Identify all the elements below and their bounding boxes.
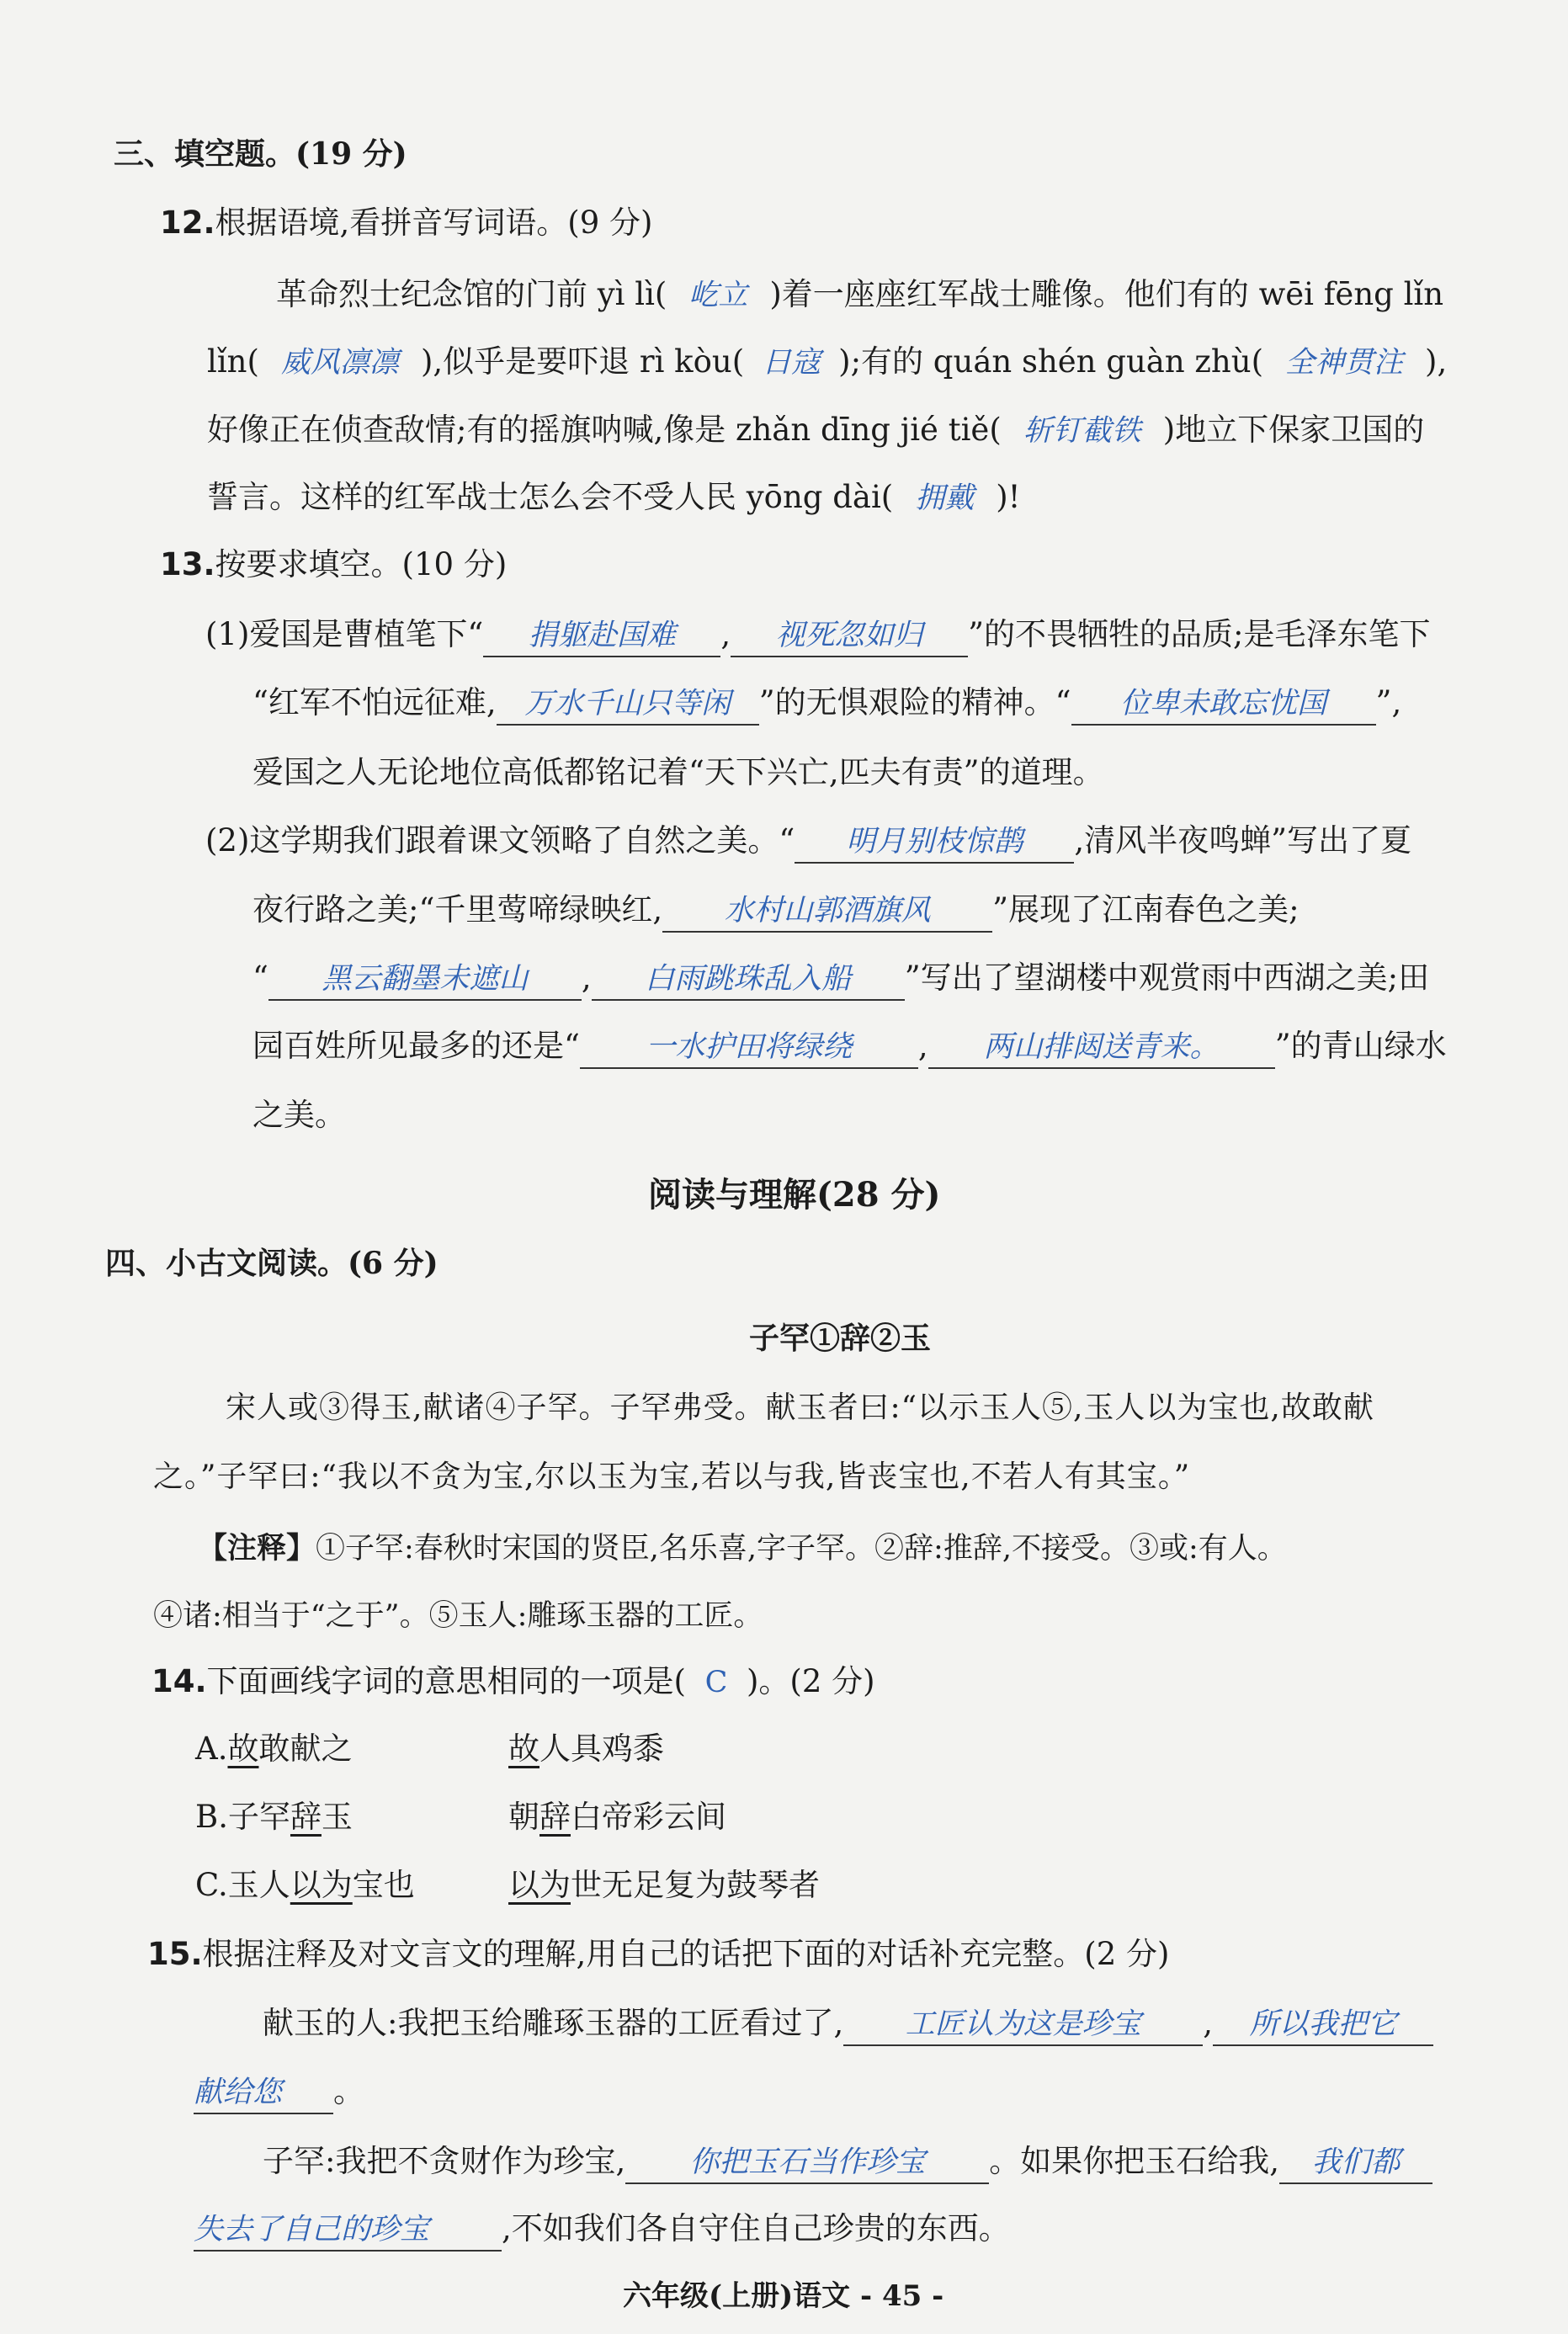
q13-line-8: 之美。 — [252, 1097, 346, 1133]
text: 。如果你把玉石给我, — [989, 2143, 1279, 2179]
q12-number: 12. — [160, 205, 215, 241]
text: C.玉人 — [195, 1867, 290, 1903]
answer-5: 我们都 — [1279, 2142, 1432, 2184]
text: “红军不怕远征难, — [252, 684, 497, 720]
q13-stem — [160, 541, 507, 588]
text: )着一座座红军战士雕像。他们有的 wēi fēng lǐn — [769, 276, 1444, 312]
text: A. — [195, 1731, 228, 1767]
q14-option-b-right — [508, 1794, 726, 1841]
q14-option-a-right — [508, 1725, 664, 1773]
answer-2: 威风凛凛 — [280, 346, 399, 380]
answer-3: 献给您 — [194, 2072, 333, 2114]
text: )! — [996, 479, 1021, 515]
answer-5: 明月别枝惊鹊 — [795, 821, 1074, 864]
notes-line-2: ④诸:相当于“之于”。⑤玉人:雕琢玉器的工匠。 — [153, 1599, 763, 1633]
q15-line-1 — [263, 2000, 1433, 2047]
text: 献玉的人:我把玉给雕琢玉器的工匠看过了, — [263, 2005, 844, 2041]
answer-4: 位卑未敢忘忧国 — [1071, 683, 1376, 726]
answer-9: 一水护田将绿绕 — [580, 1027, 918, 1069]
answer-10: 两山排闼送青来。 — [928, 1027, 1275, 1069]
text: ), — [1425, 343, 1448, 380]
answer-6: 水村山郭酒旗风 — [662, 891, 992, 933]
text: lǐn( — [207, 343, 259, 380]
q12-line-3 — [207, 407, 1424, 454]
text: 夜行路之美;“千里莺啼绿映红, — [252, 891, 663, 928]
underlined-word: 故 — [508, 1731, 539, 1767]
text: ),似乎是要吓退 rì kòu( — [420, 343, 745, 380]
poem-title: 子罕①辞②玉 — [749, 1321, 932, 1356]
text: 革命烈士纪念馆的门前 yì lì( — [276, 276, 667, 312]
text: 宝也 — [352, 1867, 415, 1903]
text: (1)爱国是曹植笔下“ — [205, 616, 484, 652]
text: ”的青山绿水 — [1274, 1028, 1447, 1064]
text: B.子罕 — [195, 1799, 290, 1835]
text: “ — [252, 960, 268, 996]
answer-7: 黑云翻墨未遮山 — [268, 959, 582, 1001]
q12-stem — [160, 199, 652, 247]
answer-3: 日寇 — [762, 346, 821, 380]
underlined-word: 故 — [227, 1731, 259, 1767]
q15-stem — [147, 1931, 1169, 1978]
text: 玉 — [321, 1799, 353, 1835]
text: ”展现了江南春色之美; — [992, 891, 1300, 928]
answer-1: 屹立 — [688, 279, 748, 312]
q13-number: 13. — [160, 546, 215, 582]
q15-line-3 — [263, 2138, 1432, 2185]
text: ,清风半夜鸣蝉”写出了夏 — [1074, 822, 1412, 859]
q12-line-1 — [276, 271, 1443, 318]
q14-stem — [151, 1658, 875, 1705]
note-text: ①子罕:春秋时宋国的贤臣,名乐喜,字子罕。②辞:推辞,不接受。③或:有人。 — [316, 1532, 1287, 1566]
q14-option-c-right — [508, 1862, 820, 1909]
q13-line-6 — [252, 954, 1429, 1002]
q13-line-4 — [205, 817, 1411, 864]
q13-stem-text: 按要求填空。(10 分) — [215, 546, 508, 582]
q13-line-5 — [252, 886, 1300, 933]
text: )地立下保家卫国的 — [1162, 412, 1425, 448]
q15-line-4 — [194, 2205, 1010, 2252]
notes-line-1 — [198, 1525, 1287, 1572]
q14-answer: C — [704, 1666, 728, 1699]
classical-text-line-2: 之。”子罕曰:“我以不贪为宝,尔以玉为宝,若以与我,皆丧宝也,不若人有其宝。” — [153, 1459, 1191, 1494]
answer-2: 所以我把它 — [1213, 2004, 1433, 2046]
note-label: 【注释】 — [198, 1531, 316, 1566]
underlined-word: 以为 — [290, 1867, 353, 1903]
classical-text-line-1: 宋人或③得玉,献诸④子罕。子罕弗受。献玉者曰:“以示玉人⑤,玉人以为宝也,故敢献 — [226, 1390, 1374, 1425]
text: , — [1203, 2005, 1213, 2041]
q13-line-1 — [205, 611, 1430, 658]
answer-6: 失去了自己的珍宝 — [194, 2209, 502, 2252]
text: 子罕:我把不贪财作为珍宝, — [263, 2143, 626, 2179]
text: );有的 quán shén guàn zhù( — [838, 343, 1264, 380]
text: , — [917, 1028, 928, 1064]
q15-number: 15. — [147, 1936, 203, 1972]
text: 好像正在侦查敌情;有的摇旗呐喊,像是 zhǎn dīng jié tiě( — [207, 412, 1002, 448]
text: , — [720, 616, 731, 652]
text: , — [581, 960, 592, 996]
text: ,不如我们各自守住自己珍贵的东西。 — [502, 2210, 1010, 2246]
reading-title: 阅读与理解(28 分) — [648, 1175, 941, 1215]
q13-line-2 — [252, 679, 1401, 726]
answer-3: 万水千山只等闲 — [497, 683, 759, 726]
q12-stem-text: 根据语境,看拼音写词语。(9 分) — [215, 205, 653, 241]
q13-line-3: 爱国之人无论地位高低都铭记着“天下兴亡,匹夫有责”的道理。 — [252, 754, 1104, 790]
text: 。 — [333, 2073, 364, 2109]
text: 下面画线字词的意思相同的一项是( — [206, 1663, 686, 1699]
q14-option-c-left — [195, 1862, 415, 1909]
text: 园百姓所见最多的还是“ — [252, 1028, 580, 1064]
answer-2: 视死忽如归 — [731, 615, 968, 657]
text: (2)这学期我们跟着课文领略了自然之美。“ — [205, 822, 795, 859]
q15-line-2 — [194, 2068, 364, 2115]
answer-1: 工匠认为这是珍宝 — [843, 2004, 1203, 2046]
q14-option-a-left — [195, 1725, 352, 1773]
text: ”写出了望湖楼中观赏雨中西湖之美;田 — [904, 960, 1430, 996]
text: 世无足复为鼓琴者 — [571, 1867, 820, 1903]
q12-line-4 — [207, 474, 1021, 521]
q14-option-b-left — [195, 1794, 353, 1841]
text: )。(2 分) — [746, 1663, 875, 1699]
answer-6: 拥戴 — [915, 481, 975, 515]
underlined-word: 以为 — [508, 1867, 571, 1903]
text: 朝 — [508, 1799, 539, 1835]
text: 白帝彩云间 — [571, 1799, 726, 1835]
answer-5: 斩钉截铁 — [1023, 414, 1141, 448]
underlined-word: 辞 — [539, 1799, 571, 1835]
answer-4: 你把玉石当作珍宝 — [625, 2142, 989, 2184]
q12-line-2 — [207, 338, 1447, 385]
answer-8: 白雨跳珠乱入船 — [592, 959, 905, 1001]
section4-heading: 四、小古文阅读。(6 分) — [105, 1246, 439, 1281]
text: 根据注释及对文言文的理解,用自己的话把下面的对话补充完整。(2 分) — [202, 1936, 1170, 1972]
text: ”的不畏牺牲的品质;是毛泽东笔下 — [968, 616, 1431, 652]
section-heading: 三、填空题。(19 分) — [114, 136, 407, 172]
text: ”的无惧艰险的精神。“ — [758, 684, 1071, 720]
text: 敢献之 — [258, 1731, 353, 1767]
answer-4: 全神贯注 — [1285, 346, 1404, 380]
q14-number: 14. — [151, 1663, 207, 1699]
q13-line-7 — [252, 1023, 1447, 1070]
underlined-word: 辞 — [290, 1799, 322, 1835]
text: ”, — [1375, 684, 1402, 720]
answer-1: 捐躯赴国难 — [483, 615, 720, 657]
text: 人具鸡黍 — [539, 1731, 664, 1767]
text: 誓言。这样的红军战士怎么会不受人民 yōng dài( — [207, 479, 894, 515]
page-footer: 六年级(上册)语文 - 45 - — [623, 2279, 944, 2313]
